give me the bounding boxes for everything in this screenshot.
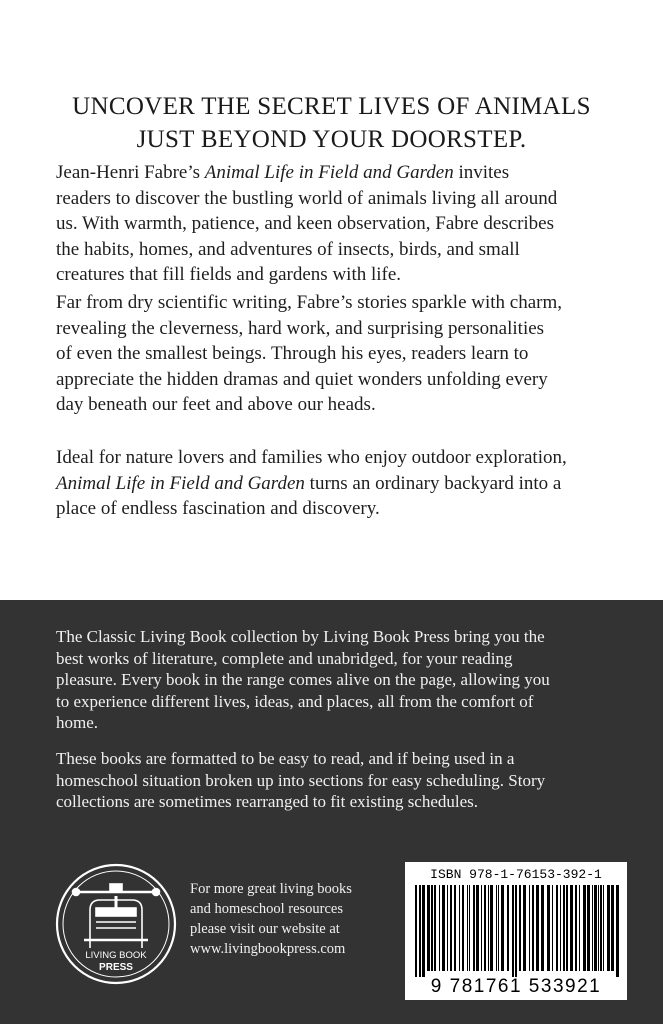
- barcode-bar: [447, 885, 448, 971]
- barcode-bar: [541, 885, 544, 971]
- barcode-bar: [498, 885, 499, 971]
- barcode-bar: [598, 885, 599, 971]
- barcode-bar: [454, 885, 456, 971]
- book-title-italic: Animal Life in Field and Garden: [56, 472, 305, 494]
- barcode-bars: [413, 885, 619, 977]
- description-paragraph-2: Far from dry scientific writing, Fabre’s stories sparkle with charm, revealing the cleverness, hard work, and surprising personalities of even the smallest beings. Through his eyes, readers learn to appreciate the hidden dramas and quiet wonders unfolding every day beneath our feet and above our heads.: [56, 292, 563, 415]
- logo-text-line-1: LIVING BOOK: [85, 950, 147, 961]
- collection-paragraph-2: These books are formatted to be easy to read, and if being used in a homeschool situation broken up into sections for easy scheduling. Story collections are sometimes rearranged to fit existing schedules.: [56, 749, 546, 811]
- barcode-bar: [469, 885, 470, 971]
- living-book-press-logo: [54, 862, 178, 986]
- barcode-bar: [431, 885, 433, 971]
- barcode-bar: [439, 885, 440, 971]
- barcode-bar: [473, 885, 475, 971]
- barcode-bar: [566, 885, 568, 971]
- barcode-bar: [512, 885, 514, 977]
- barcode-bar: [536, 885, 539, 971]
- barcode-bar: [583, 885, 586, 971]
- barcode-bar: [532, 885, 534, 971]
- barcode-bar: [515, 885, 517, 977]
- barcode-bar: [587, 885, 590, 971]
- barcode-bar: [594, 885, 597, 971]
- description-paragraph-1: [56, 160, 631, 288]
- barcode-bar: [519, 885, 521, 971]
- barcode-bar: [611, 885, 614, 971]
- isbn-digits: 9 781761 533921: [430, 976, 602, 997]
- barcode-bar: [415, 885, 417, 977]
- barcode-bar: [422, 885, 425, 977]
- isbn-barcode: [405, 862, 627, 1000]
- headline-line-1: UNCOVER THE SECRET LIVES OF ANIMALS: [72, 93, 591, 120]
- barcode-bar: [603, 885, 604, 971]
- barcode-bar: [570, 885, 573, 971]
- barcode-bar: [442, 885, 445, 971]
- barcode-bar: [484, 885, 486, 971]
- p1-text-after: invites readers to discover the bustling world of animals living all around us. With warmth, patience, and keen observation, Fabre describes the habits, homes, and adventures of insects, birds, and small creatures that fill fields and gardens with life.: [56, 162, 558, 285]
- p3-text-before: Ideal for nature lovers and families who enjoy outdoor exploration,: [56, 447, 567, 468]
- barcode-bar: [607, 885, 610, 971]
- barcode-bar: [496, 885, 497, 971]
- barcode-bar: [476, 885, 479, 971]
- book-title-italic: Animal Life in Field and Garden: [204, 162, 454, 183]
- barcode-bar: [547, 885, 550, 971]
- barcode-bar: [575, 885, 577, 971]
- barcode-bar: [552, 885, 553, 971]
- website-info: For more great living books and homeschool resources please visit our website at www.livingbookpress.com: [190, 881, 352, 957]
- isbn-label: ISBN 978-1-76153-392-1: [430, 867, 602, 882]
- barcode-bar: [427, 885, 430, 971]
- barcode-bar: [481, 885, 482, 971]
- barcode-bar: [616, 885, 619, 977]
- barcode-bar: [450, 885, 452, 971]
- barcode-bar: [563, 885, 565, 971]
- barcode-bar: [579, 885, 580, 971]
- collection-paragraph-1: The Classic Living Book collection by Living Book Press bring you the best works of literature, complete and unabridged, for your reading pleasure. Every book in the range comes alive on the page, allowing you to experience different lives, ideas, and places, all from the comfort of home.: [56, 627, 550, 732]
- barcode-bar: [462, 885, 464, 971]
- barcode-bar: [459, 885, 460, 971]
- barcode-bar: [434, 885, 436, 971]
- barcode-bar: [523, 885, 526, 971]
- barcode-bar: [529, 885, 530, 971]
- collection-panel: [0, 600, 663, 1024]
- description-paragraph-3: [56, 445, 631, 522]
- headline-line-2: JUST BEYOND YOUR DOORSTEP.: [136, 126, 527, 153]
- barcode-bar: [592, 885, 593, 971]
- headline: [0, 90, 663, 156]
- barcode-bar: [600, 885, 602, 971]
- barcode-bar: [501, 885, 504, 971]
- p3-text-after: turns an ordinary backyard into a place of endless fascination and discovery.: [56, 472, 562, 519]
- barcode-bar: [419, 885, 421, 977]
- logo-text-line-2: PRESS: [99, 962, 133, 973]
- p1-text-before: Jean-Henri Fabre’s: [56, 162, 205, 183]
- barcode-bar: [467, 885, 468, 971]
- barcode-bar: [488, 885, 489, 971]
- barcode-bar: [490, 885, 493, 971]
- barcode-bar: [556, 885, 558, 971]
- barcode-bar: [560, 885, 561, 971]
- barcode-bar: [507, 885, 509, 971]
